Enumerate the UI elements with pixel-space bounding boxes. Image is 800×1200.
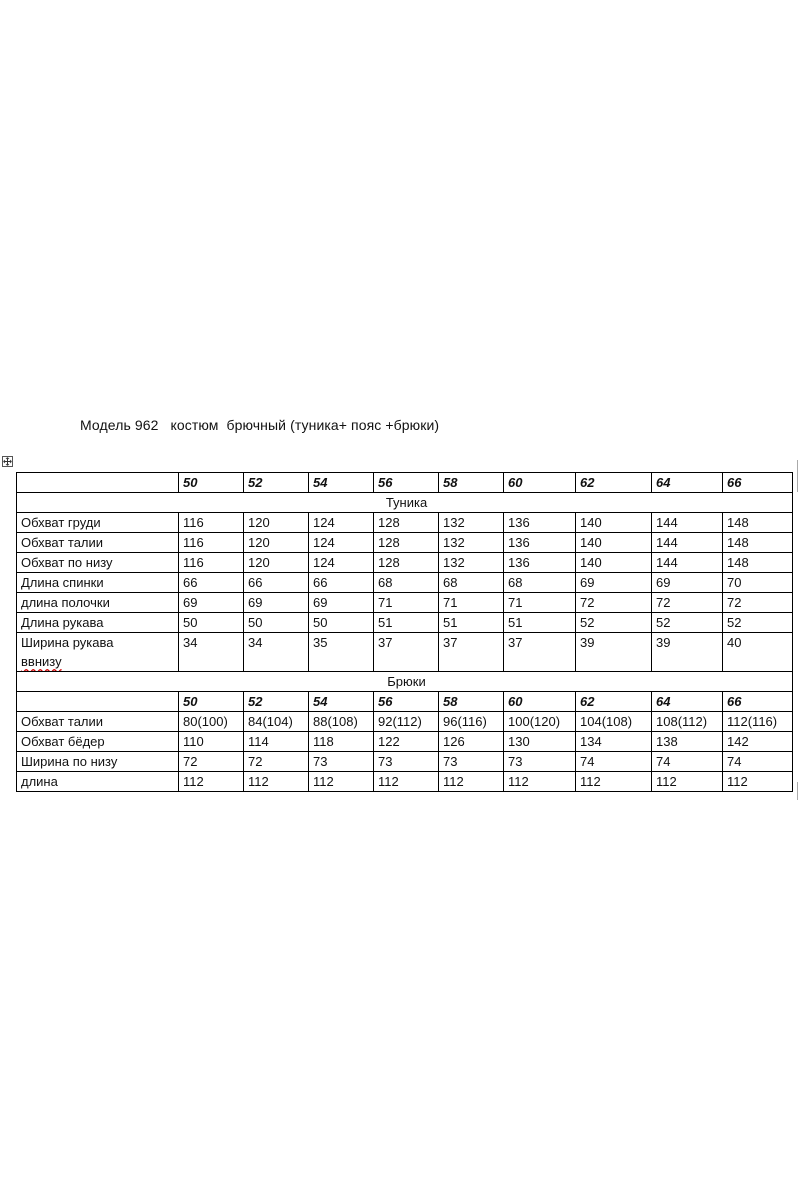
value-cell: 112 <box>576 772 652 792</box>
value-cell: 50 <box>179 613 244 633</box>
table-row <box>17 513 793 533</box>
value-cell: 128 <box>374 513 439 533</box>
value-cell: 88(108) <box>309 712 374 732</box>
row-label: Длина рукава <box>21 615 104 630</box>
value-cell: 50 <box>244 613 309 633</box>
value-cell: 124 <box>309 513 374 533</box>
value-cell: 69 <box>244 593 309 613</box>
value-cell: 112 <box>652 772 723 792</box>
value-cell: 52 <box>723 613 793 633</box>
value-cell: 136 <box>504 533 576 553</box>
row-label-cell <box>17 613 179 633</box>
row-label-cell <box>17 752 179 772</box>
value-cell: 39 <box>576 633 652 672</box>
value-cell: 40 <box>723 633 793 672</box>
row-label-cell <box>17 772 179 792</box>
table-row <box>17 712 793 732</box>
value-cell: 71 <box>439 593 504 613</box>
value-cell: 34 <box>179 633 244 672</box>
row-label: Обхват груди <box>21 515 101 530</box>
value-cell: 80(100) <box>179 712 244 732</box>
value-cell: 66 <box>244 573 309 593</box>
value-cell: 116 <box>179 533 244 553</box>
value-cell: 37 <box>504 633 576 672</box>
value-cell: 73 <box>439 752 504 772</box>
value-cell: 140 <box>576 513 652 533</box>
table-row <box>17 772 793 792</box>
value-cell: 148 <box>723 533 793 553</box>
header-empty-cell <box>17 692 179 712</box>
value-cell: 140 <box>576 553 652 573</box>
value-cell: 132 <box>439 533 504 553</box>
value-cell: 70 <box>723 573 793 593</box>
header-empty-cell <box>17 473 179 493</box>
value-cell: 34 <box>244 633 309 672</box>
value-cell: 69 <box>309 593 374 613</box>
value-cell: 71 <box>504 593 576 613</box>
value-cell: 112(116) <box>723 712 793 732</box>
value-cell: 104(108) <box>576 712 652 732</box>
value-cell: 52 <box>652 613 723 633</box>
row-label-cell <box>17 633 179 672</box>
value-cell: 72 <box>723 593 793 613</box>
size-header-cell: 66 <box>723 692 793 712</box>
row-label: Обхват талии <box>21 714 104 729</box>
value-cell: 132 <box>439 513 504 533</box>
value-cell: 112 <box>244 772 309 792</box>
value-cell: 114 <box>244 732 309 752</box>
value-cell: 128 <box>374 553 439 573</box>
value-cell: 72 <box>576 593 652 613</box>
section-row <box>17 672 793 692</box>
value-cell: 73 <box>309 752 374 772</box>
value-cell: 35 <box>309 633 374 672</box>
value-cell: 37 <box>439 633 504 672</box>
value-cell: 120 <box>244 513 309 533</box>
size-header-cell: 64 <box>652 473 723 493</box>
row-label-cell <box>17 732 179 752</box>
value-cell: 73 <box>504 752 576 772</box>
value-cell: 50 <box>309 613 374 633</box>
table-move-handle-icon[interactable] <box>2 456 13 467</box>
value-cell: 66 <box>179 573 244 593</box>
section-title: Брюки <box>17 672 793 692</box>
value-cell: 142 <box>723 732 793 752</box>
row-label: длина полочки <box>21 595 110 610</box>
value-cell: 69 <box>179 593 244 613</box>
value-cell: 112 <box>179 772 244 792</box>
value-cell: 126 <box>439 732 504 752</box>
value-cell: 134 <box>576 732 652 752</box>
row-label: Ширина по низу <box>21 754 118 769</box>
value-cell: 74 <box>652 752 723 772</box>
size-header-cell: 58 <box>439 473 504 493</box>
row-label: Длина спинки <box>21 575 104 590</box>
table-row <box>17 732 793 752</box>
size-header-cell: 52 <box>244 473 309 493</box>
value-cell: 120 <box>244 553 309 573</box>
value-cell: 136 <box>504 553 576 573</box>
table-row <box>17 573 793 593</box>
row-label-cell <box>17 553 179 573</box>
value-cell: 96(116) <box>439 712 504 732</box>
size-header-cell: 54 <box>309 692 374 712</box>
size-header-cell: 58 <box>439 692 504 712</box>
value-cell: 72 <box>179 752 244 772</box>
value-cell: 100(120) <box>504 712 576 732</box>
size-header-cell: 60 <box>504 473 576 493</box>
row-label-continuation: ввнизу <box>21 654 62 669</box>
value-cell: 118 <box>309 732 374 752</box>
row-label-cell <box>17 593 179 613</box>
value-cell: 69 <box>576 573 652 593</box>
value-cell: 52 <box>576 613 652 633</box>
page-edge-mark <box>797 460 798 492</box>
value-cell: 116 <box>179 513 244 533</box>
size-header-cell: 62 <box>576 473 652 493</box>
size-header-cell: 62 <box>576 692 652 712</box>
value-cell: 68 <box>504 573 576 593</box>
value-cell: 148 <box>723 553 793 573</box>
value-cell: 68 <box>439 573 504 593</box>
value-cell: 110 <box>179 732 244 752</box>
table-row <box>17 633 793 672</box>
size-header-cell: 52 <box>244 692 309 712</box>
size-header-cell: 64 <box>652 692 723 712</box>
size-header-cell: 50 <box>179 473 244 493</box>
table-row <box>17 613 793 633</box>
value-cell: 144 <box>652 513 723 533</box>
value-cell: 92(112) <box>374 712 439 732</box>
row-label-cell <box>17 573 179 593</box>
size-header-cell: 66 <box>723 473 793 493</box>
document-title: Модель 962 костюм брючный (туника+ пояс +брюки) <box>80 417 440 433</box>
row-label-cell <box>17 712 179 732</box>
table-row <box>17 752 793 772</box>
value-cell: 74 <box>576 752 652 772</box>
value-cell: 128 <box>374 533 439 553</box>
value-cell: 112 <box>439 772 504 792</box>
value-cell: 112 <box>723 772 793 792</box>
value-cell: 112 <box>309 772 374 792</box>
value-cell: 116 <box>179 553 244 573</box>
row-label: Обхват по низу <box>21 555 113 570</box>
value-cell: 72 <box>652 593 723 613</box>
value-cell: 71 <box>374 593 439 613</box>
value-cell: 112 <box>374 772 439 792</box>
value-cell: 132 <box>439 553 504 573</box>
value-cell: 136 <box>504 513 576 533</box>
value-cell: 84(104) <box>244 712 309 732</box>
value-cell: 51 <box>374 613 439 633</box>
section-row <box>17 493 793 513</box>
value-cell: 124 <box>309 533 374 553</box>
size-header-cell: 60 <box>504 692 576 712</box>
value-cell: 122 <box>374 732 439 752</box>
row-label: Ширина рукава <box>21 635 114 650</box>
size-header-row <box>17 692 793 712</box>
section-title: Туника <box>17 493 793 513</box>
value-cell: 148 <box>723 513 793 533</box>
value-cell: 130 <box>504 732 576 752</box>
value-cell: 66 <box>309 573 374 593</box>
row-label: Обхват бёдер <box>21 734 105 749</box>
value-cell: 140 <box>576 533 652 553</box>
value-cell: 51 <box>504 613 576 633</box>
value-cell: 124 <box>309 553 374 573</box>
size-header-cell: 56 <box>374 473 439 493</box>
value-cell: 69 <box>652 573 723 593</box>
table-row <box>17 553 793 573</box>
page-edge-mark <box>797 782 798 800</box>
table-row <box>17 533 793 553</box>
value-cell: 144 <box>652 533 723 553</box>
value-cell: 144 <box>652 553 723 573</box>
row-label-cell <box>17 513 179 533</box>
value-cell: 68 <box>374 573 439 593</box>
row-label: длина <box>21 774 58 789</box>
value-cell: 72 <box>244 752 309 772</box>
size-header-cell: 56 <box>374 692 439 712</box>
value-cell: 120 <box>244 533 309 553</box>
value-cell: 74 <box>723 752 793 772</box>
value-cell: 37 <box>374 633 439 672</box>
row-label: Обхват талии <box>21 535 104 550</box>
table-row <box>17 593 793 613</box>
value-cell: 108(112) <box>652 712 723 732</box>
size-table <box>16 472 793 792</box>
value-cell: 73 <box>374 752 439 772</box>
value-cell: 138 <box>652 732 723 752</box>
value-cell: 39 <box>652 633 723 672</box>
row-label-cell <box>17 533 179 553</box>
size-header-cell: 50 <box>179 692 244 712</box>
value-cell: 51 <box>439 613 504 633</box>
size-header-row <box>17 473 793 493</box>
size-header-cell: 54 <box>309 473 374 493</box>
value-cell: 112 <box>504 772 576 792</box>
